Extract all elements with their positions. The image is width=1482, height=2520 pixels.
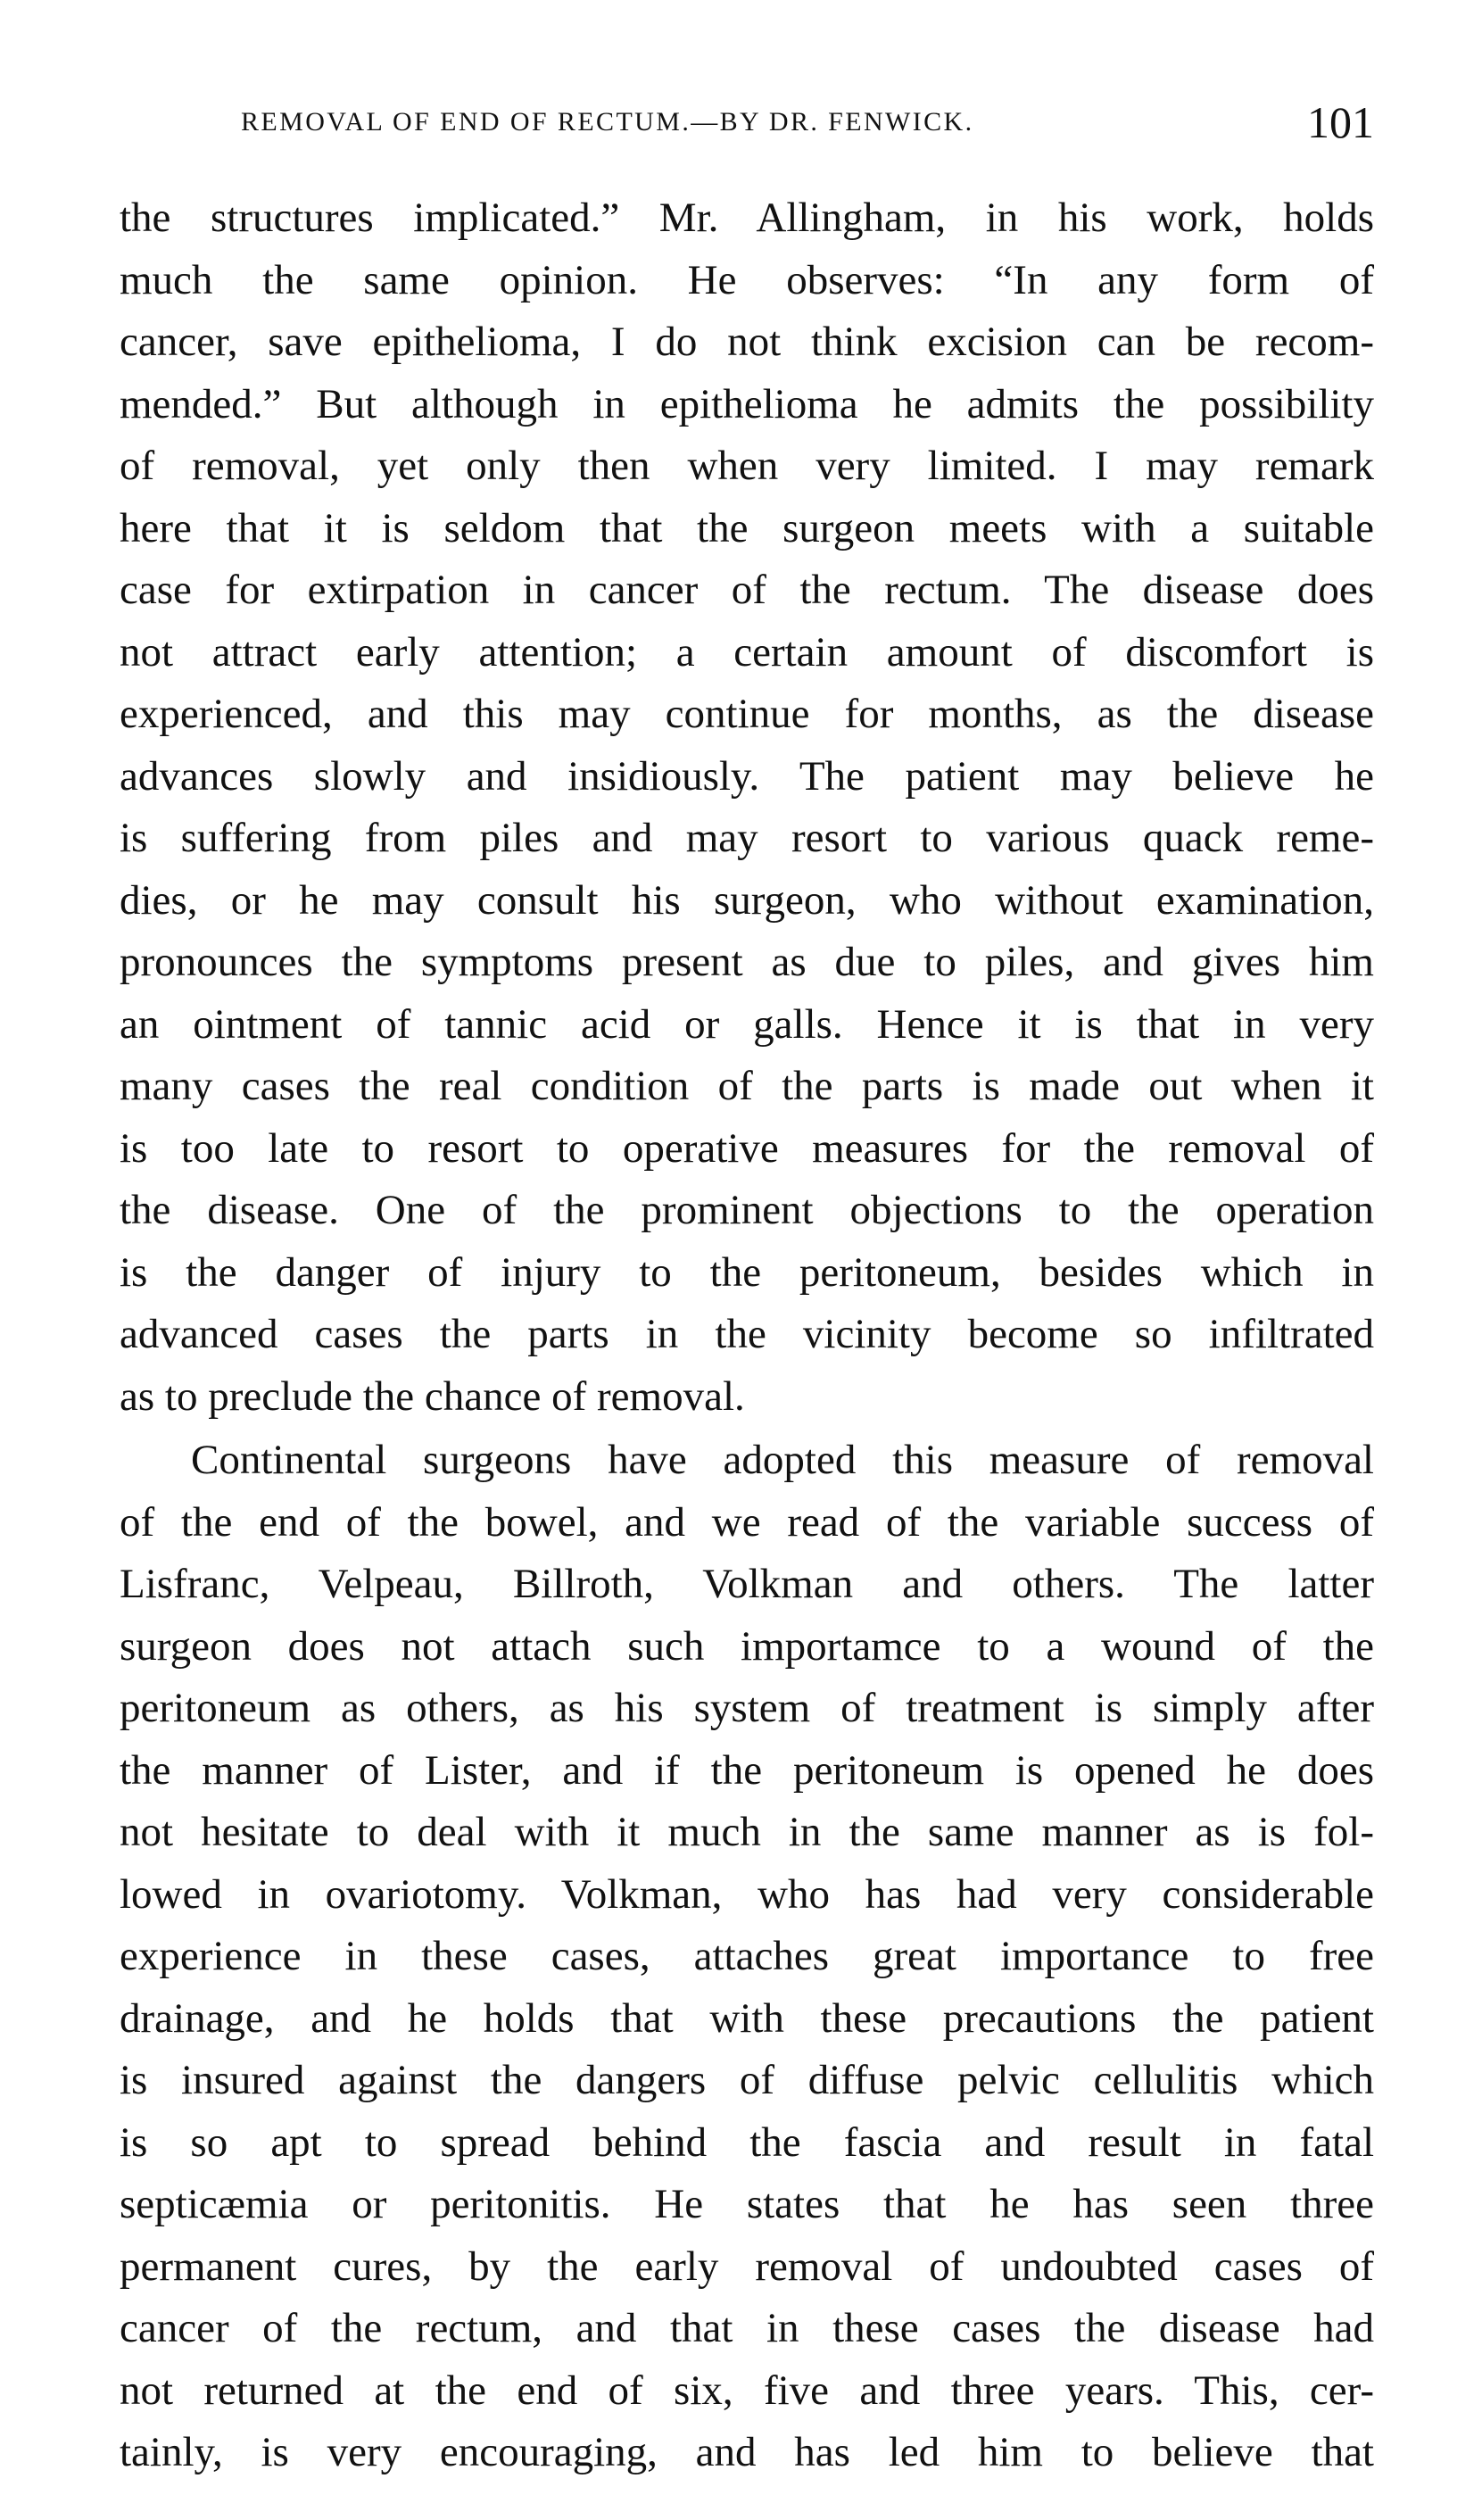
text-line: tainly, is very encouraging, and has led him to believe that: [120, 2429, 1374, 2475]
text-line: case for extirpation in cancer of the rectum. The disease does: [120, 567, 1374, 613]
text-line: is suffering from piles and may resort to various quack reme-: [120, 815, 1374, 861]
text-line: as to preclude the chance of removal.: [120, 1372, 745, 1420]
text-line: many cases the real condition of the parts is made out when it: [120, 1063, 1374, 1109]
text-line: lowed in ovariotomy. Volkman, who has had very considerable: [120, 1870, 1374, 1918]
text-line: experienced, and this may continue for months, as the disease: [120, 691, 1374, 737]
text-line: the disease. One of the prominent objections to the operation: [120, 1187, 1374, 1233]
text-line: the structures implicated.” Mr. Allingham, in his work, holds: [120, 195, 1374, 241]
text-line: drainage, and he holds that with these precautions the patient: [120, 1994, 1374, 2042]
paragraph-1: [120, 187, 1374, 1428]
text-line: cancer, save epithelioma, I do not think excision can be recom-: [120, 319, 1374, 365]
text-line: much the same opinion. He observes: “In any form of: [120, 256, 1374, 303]
body-text: [120, 187, 1374, 2484]
text-line: is so apt to spread behind the fascia and result in fatal: [120, 2118, 1374, 2166]
text-line: the manner of Lister, and if the peritoneum is opened he does: [120, 1746, 1374, 1794]
text-line: pronounces the symptoms present as due to piles, and gives him: [120, 939, 1374, 985]
text-line: Continental surgeons have adopted this measure of removal: [191, 1437, 1374, 1483]
text-line: dies, or he may consult his surgeon, who without examination,: [120, 876, 1374, 924]
paragraph-2: [120, 1430, 1374, 2484]
running-title: REMOVAL OF END OF RECTUM.—BY DR. FENWICK.: [241, 107, 974, 137]
page-number: 101: [1307, 97, 1374, 147]
text-line: advanced cases the parts in the vicinity become so infiltrated: [120, 1311, 1374, 1357]
text-line: advances slowly and insidiously. The patient may believe he: [120, 752, 1374, 800]
text-line: mended.” But although in epithelioma he admits the possibility: [120, 380, 1374, 427]
text-line: is too late to resort to operative measures for the removal of: [120, 1124, 1374, 1172]
text-line: is insured against the dangers of diffuse pelvic cellulitis which: [120, 2057, 1374, 2103]
running-head: [241, 96, 1374, 150]
text-line: Lisfranc, Velpeau, Billroth, Volkman and others. The latter: [120, 1561, 1374, 1607]
text-line: septicæmia or peritonitis. He states that he has seen three: [120, 2181, 1374, 2227]
text-line: permanent cures, by the early removal of undoubted cases of: [120, 2242, 1374, 2290]
text-line: of removal, yet only then when very limited. I may remark: [120, 443, 1374, 489]
text-line: not hesitate to deal with it much in the same manner as is fol-: [120, 1809, 1374, 1855]
text-line: of the end of the bowel, and we read of the variable success of: [120, 1498, 1374, 1546]
text-line: an ointment of tannic acid or galls. Hence it is that in very: [120, 1000, 1374, 1048]
text-line: not returned at the end of six, five and three years. This, cer-: [120, 2367, 1374, 2414]
text-line: peritoneum as others, as his system of treatment is simply after: [120, 1685, 1374, 1731]
text-line: not attract early attention; a certain amount of discomfort is: [120, 628, 1374, 676]
text-line: cancer of the rectum, and that in these cases the disease had: [120, 2305, 1374, 2351]
text-line: here that it is seldom that the surgeon meets with a suitable: [120, 504, 1374, 551]
text-line: experience in these cases, attaches great importance to free: [120, 1933, 1374, 1979]
text-line: is the danger of injury to the peritoneum, besides which in: [120, 1248, 1374, 1296]
text-line: surgeon does not attach such importamce to a wound of the: [120, 1622, 1374, 1670]
